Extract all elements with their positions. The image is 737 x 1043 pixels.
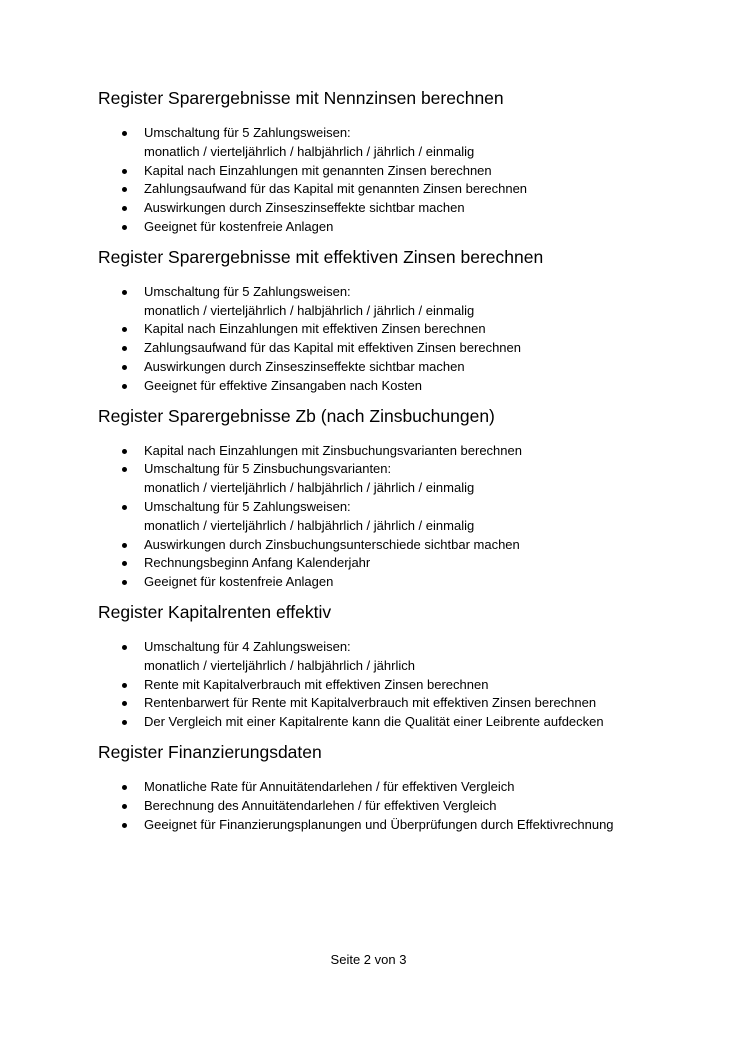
list-item-text: Rechnungsbeginn Anfang Kalenderjahr	[144, 555, 371, 571]
list-item	[98, 339, 698, 358]
list-item-text: Auswirkungen durch Zinseszinseffekte sichtbar machen	[144, 358, 465, 374]
list-item-text: Auswirkungen durch Zinsbuchungsunterschiede sichtbar machen	[144, 536, 520, 552]
list-item-text: Geeignet für effektive Zinsangaben nach Kosten	[144, 377, 423, 393]
bullet-dot-icon	[122, 131, 127, 136]
list-item-text: Berechnung des Annuitätendarlehen / für effektiven Vergleich	[144, 797, 497, 813]
page-number: Seite 2 von 3	[330, 952, 407, 967]
list-item-text: monatlich / vierteljährlich / halbjährlich / jährlich / einmalig	[144, 517, 475, 533]
section-title: Register Sparergebnisse mit effektiven Zinsen berechnen	[98, 246, 544, 267]
list-item-text: monatlich / vierteljährlich / halbjährlich / jährlich / einmalig	[144, 302, 475, 318]
list-item-text: Monatliche Rate für Annuitätendarlehen / für effektiven Vergleich	[144, 778, 515, 794]
bullet-dot-icon	[122, 701, 127, 706]
bullet-dot-icon	[122, 206, 127, 211]
list-item-text: Der Vergleich mit einer Kapitalrente kann die Qualität einer Leibrente aufdecken	[144, 714, 604, 730]
list-item	[98, 797, 698, 816]
list-item-text: Kapital nach Einzahlungen mit genannten Zinsen berechnen	[144, 162, 492, 178]
bullet-dot-icon	[122, 327, 127, 332]
list-item	[98, 498, 698, 536]
bullet-dot-icon	[122, 187, 127, 192]
bullet-dot-icon	[122, 467, 127, 472]
list-item-text: Geeignet für kostenfreie Anlagen	[144, 218, 334, 234]
bullet-dot-icon	[122, 169, 127, 174]
bullet-dot-icon	[122, 804, 127, 809]
list-item	[98, 778, 698, 797]
section-2	[98, 245, 698, 396]
section-title: Register Kapitalrenten effektiv	[98, 601, 332, 622]
bullet-dot-icon	[122, 823, 127, 828]
bullet-dot-icon	[122, 290, 127, 295]
section-title: Register Sparergebnisse Zb (nach Zinsbuchungen)	[98, 405, 495, 426]
list-item-text: Umschaltung für 5 Zahlungsweisen:	[144, 498, 351, 514]
list-item-text: Zahlungsaufwand für das Kapital mit effektiven Zinsen berechnen	[144, 340, 521, 356]
bullet-list	[98, 283, 698, 396]
list-item	[98, 124, 698, 162]
list-item	[98, 676, 698, 695]
bullet-list	[98, 778, 698, 834]
bullet-dot-icon	[122, 384, 127, 389]
bullet-dot-icon	[122, 365, 127, 370]
list-item-text: monatlich / vierteljährlich / halbjährlich / jährlich	[144, 657, 415, 673]
bullet-list	[98, 638, 698, 732]
bullet-list	[98, 442, 698, 592]
section-3	[98, 404, 698, 592]
list-item-text: Auswirkungen durch Zinseszinseffekte sichtbar machen	[144, 200, 465, 216]
list-item-text: Rentenbarwert für Rente mit Kapitalverbrauch mit effektiven Zinsen berechnen	[144, 695, 597, 711]
list-item	[98, 694, 698, 713]
bullet-dot-icon	[122, 561, 127, 566]
bullet-dot-icon	[122, 543, 127, 548]
list-item	[98, 536, 698, 555]
bullet-dot-icon	[122, 683, 127, 688]
bullet-dot-icon	[122, 645, 127, 650]
bullet-dot-icon	[122, 225, 127, 230]
list-item-text: Umschaltung für 4 Zahlungsweisen:	[144, 638, 351, 654]
list-item-text: Rente mit Kapitalverbrauch mit effektiven Zinsen berechnen	[144, 676, 489, 692]
list-item	[98, 816, 698, 835]
list-item	[98, 573, 698, 592]
list-item	[98, 638, 698, 676]
list-item-text: monatlich / vierteljährlich / halbjährlich / jährlich / einmalig	[144, 480, 475, 496]
section-1	[98, 86, 698, 237]
list-item-text: monatlich / vierteljährlich / halbjährlich / jährlich / einmalig	[144, 143, 475, 159]
bullet-dot-icon	[122, 720, 127, 725]
section-list	[98, 86, 698, 834]
bullet-dot-icon	[122, 580, 127, 585]
list-item-text: Umschaltung für 5 Zahlungsweisen:	[144, 283, 351, 299]
list-item	[98, 713, 698, 732]
bullet-dot-icon	[122, 449, 127, 454]
list-item-text: Geeignet für kostenfreie Anlagen	[144, 574, 334, 590]
list-item	[98, 377, 698, 396]
list-item-text: Kapital nach Einzahlungen mit Zinsbuchungsvarianten berechnen	[144, 442, 522, 458]
list-item-text: Umschaltung für 5 Zinsbuchungsvarianten:	[144, 461, 392, 477]
list-item	[98, 358, 698, 377]
list-item	[98, 162, 698, 181]
document-content	[98, 86, 698, 842]
list-item	[98, 460, 698, 498]
list-item-text: Kapital nach Einzahlungen mit effektiven Zinsen berechnen	[144, 321, 486, 337]
section-title: Register Sparergebnisse mit Nennzinsen berechnen	[98, 88, 504, 108]
list-item	[98, 442, 698, 461]
section-title: Register Finanzierungsdaten	[98, 741, 322, 762]
bullet-dot-icon	[122, 785, 127, 790]
section-4	[98, 600, 698, 732]
list-item	[98, 320, 698, 339]
list-item	[98, 180, 698, 199]
list-item-text: Geeignet für Finanzierungsplanungen und Überprüfungen durch Effektivrechnung	[144, 816, 614, 832]
bullet-dot-icon	[122, 346, 127, 351]
list-item	[98, 199, 698, 218]
list-item	[98, 283, 698, 321]
bullet-list	[98, 124, 698, 237]
list-item	[98, 218, 698, 237]
list-item	[98, 554, 698, 573]
section-5	[98, 740, 698, 834]
bullet-dot-icon	[122, 505, 127, 510]
list-item-text: Zahlungsaufwand für das Kapital mit genannten Zinsen berechnen	[144, 181, 528, 197]
list-item-text: Umschaltung für 5 Zahlungsweisen:	[144, 125, 351, 140]
